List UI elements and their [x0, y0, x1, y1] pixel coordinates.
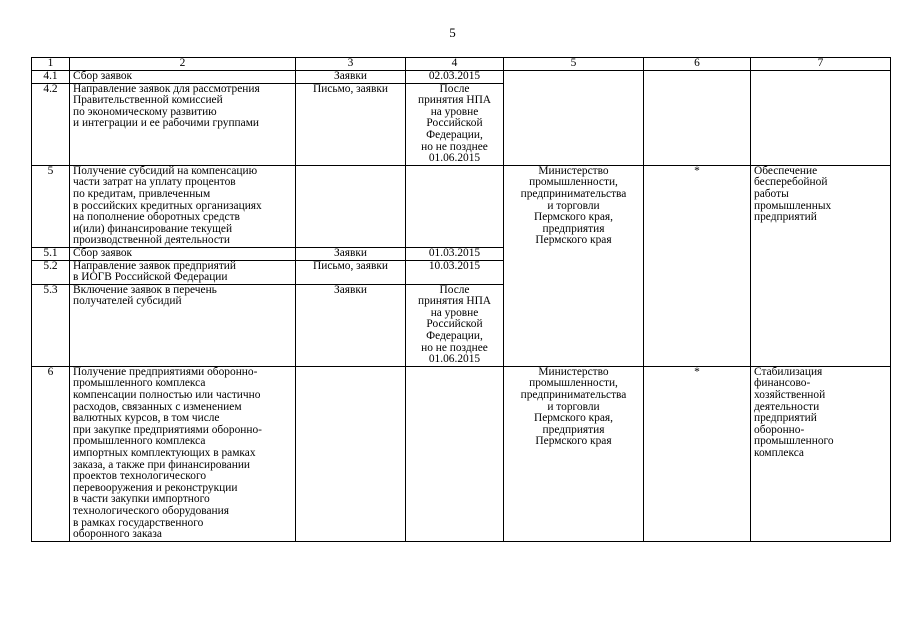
row-date: После принятия НПА на уровне Российской Федерации, но не позднее 01.06.2015	[406, 284, 504, 366]
row-name: Сбор заявок	[70, 71, 296, 84]
header-row	[32, 58, 891, 71]
table-row	[32, 165, 891, 247]
row-number: 5.1	[32, 247, 70, 260]
row-responsible: Министерство промышленности, предпринимательства и торговли Пермского края, предприятия Пермского края	[504, 366, 644, 541]
row-name: Получение предприятиями оборонно- промышленного комплекса компенсации полностью или частично расходов, связанных с изменением валютных курсов, в том числе при закупке предприятиями оборонно- промышленного комплекса импортных комплектующих в рамках заказа, а также при финансировании проектов технологического перевооружения и реконструкции в части закупки импортного технологического оборудования в рамках государственного оборонного заказа	[70, 366, 296, 541]
row-document: Заявки	[296, 284, 406, 366]
row-name: Сбор заявок	[70, 247, 296, 260]
row-number: 5.2	[32, 260, 70, 284]
row-date-empty	[406, 366, 504, 541]
row-mark: *	[644, 165, 751, 366]
row-result-empty	[751, 71, 891, 166]
row-document: Заявки	[296, 247, 406, 260]
row-number: 4.1	[32, 71, 70, 84]
col-header-2: 2	[70, 58, 296, 71]
col-header-1: 1	[32, 58, 70, 71]
row-result: Стабилизация финансово- хозяйственной деятельности предприятий оборонно- промышленного комплекса	[751, 366, 891, 541]
table-row	[32, 366, 891, 541]
row-result: Обеспечение бесперебойной работы промышленных предприятий	[751, 165, 891, 366]
page-number: 5	[449, 25, 456, 40]
row-name: Направление заявок предприятий в ИОГВ Российской Федерации	[70, 260, 296, 284]
row-date: 10.03.2015	[406, 260, 504, 284]
row-date-empty	[406, 165, 504, 247]
row-date: После принятия НПА на уровне Российской Федерации, но не позднее 01.06.2015	[406, 83, 504, 165]
table-row	[32, 71, 891, 84]
row-mark-empty	[644, 71, 751, 166]
row-number: 5.3	[32, 284, 70, 366]
col-header-7: 7	[751, 58, 891, 71]
row-date: 01.03.2015	[406, 247, 504, 260]
row-number: 6	[32, 366, 70, 541]
col-header-3: 3	[296, 58, 406, 71]
row-date: 02.03.2015	[406, 71, 504, 84]
row-name: Направление заявок для рассмотрения Правительственной комиссией по экономическому развитию и интеграции и ее рабочими группами	[70, 83, 296, 165]
row-document-empty	[296, 165, 406, 247]
row-name: Получение субсидий на компенсацию части затрат на уплату процентов по кредитам, привлеченным в российских кредитных организациях на пополнение оборотных средств и(или) финансирование текущей производственной деятельности	[70, 165, 296, 247]
row-number: 4.2	[32, 83, 70, 165]
col-header-5: 5	[504, 58, 644, 71]
col-header-4: 4	[406, 58, 504, 71]
col-header-6: 6	[644, 58, 751, 71]
row-responsible: Министерство промышленности, предпринимательства и торговли Пермского края, предприятия Пермского края	[504, 165, 644, 366]
row-document: Заявки	[296, 71, 406, 84]
row-document: Письмо, заявки	[296, 260, 406, 284]
row-name: Включение заявок в перечень получателей субсидий	[70, 284, 296, 366]
row-responsible-empty	[504, 71, 644, 166]
row-document-empty	[296, 366, 406, 541]
plan-table	[31, 57, 891, 542]
row-number: 5	[32, 165, 70, 247]
row-mark: *	[644, 366, 751, 541]
row-document: Письмо, заявки	[296, 83, 406, 165]
